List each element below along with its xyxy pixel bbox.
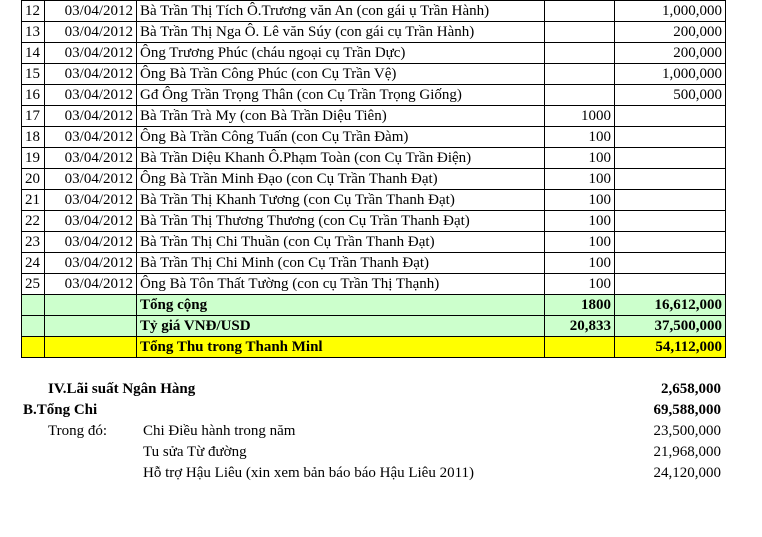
total-usd: 1800: [545, 295, 615, 316]
row-usd-amount: 100: [545, 232, 615, 253]
contribution-table: [21, 0, 726, 358]
row-number: 12: [22, 1, 45, 22]
row-description: Ông Bà Trần Công Phúc (con Cụ Trần Vệ): [137, 64, 545, 85]
row-date: 03/04/2012: [45, 1, 137, 22]
row-usd-amount: 100: [545, 253, 615, 274]
grand-total-row: [22, 337, 726, 358]
row-usd-amount: [545, 85, 615, 106]
expense-label: B.Tổng Chi: [23, 402, 98, 418]
row-usd-amount: 100: [545, 211, 615, 232]
row-number: 13: [22, 22, 45, 43]
table-row: [22, 211, 726, 232]
row-usd-amount: 1000: [545, 106, 615, 127]
row-date: 03/04/2012: [45, 232, 137, 253]
row-usd-amount: 100: [545, 274, 615, 295]
row-vnd-amount: [615, 106, 726, 127]
interest-amount: 2,658,000: [661, 381, 721, 397]
table-row: [22, 253, 726, 274]
row-description: Bà Trần Thị Tích Ô.Trương văn An (con gái ụ Trần Hành): [137, 1, 545, 22]
row-number: 23: [22, 232, 45, 253]
row-vnd-amount: [615, 211, 726, 232]
table-row: [22, 43, 726, 64]
table-row: [22, 127, 726, 148]
blank-cell: [45, 337, 137, 358]
row-description: Ông Bà Tôn Thất Tường (con cụ Trần Thị Thạnh): [137, 274, 545, 295]
row-vnd-amount: 1,000,000: [615, 1, 726, 22]
table-row: [22, 169, 726, 190]
row-description: Ông Bà Trần Minh Đạo (con Cụ Trần Thanh Đạt): [137, 169, 545, 190]
row-number: 20: [22, 169, 45, 190]
row-description: Ông Bà Trần Công Tuấn (con Cụ Trần Đàm): [137, 127, 545, 148]
table-row: [22, 1, 726, 22]
table-row: [22, 106, 726, 127]
row-description: Ông Trương Phúc (cháu ngoại cụ Trần Dực): [137, 43, 545, 64]
total-label: Tổng cộng: [137, 295, 545, 316]
blank-cell: [45, 295, 137, 316]
row-number: 17: [22, 106, 45, 127]
row-date: 03/04/2012: [45, 43, 137, 64]
row-number: 14: [22, 43, 45, 64]
row-number: 19: [22, 148, 45, 169]
table-row: [22, 274, 726, 295]
row-description: Gđ Ông Trần Trọng Thân (con Cụ Trần Trọng Giống): [137, 85, 545, 106]
exchange-rate-label: Tỷ giá VNĐ/USD: [137, 316, 545, 337]
blank-cell: [22, 295, 45, 316]
row-usd-amount: [545, 22, 615, 43]
row-date: 03/04/2012: [45, 190, 137, 211]
expense-amount: 69,588,000: [653, 402, 721, 418]
row-number: 16: [22, 85, 45, 106]
row-usd-amount: 100: [545, 190, 615, 211]
row-usd-amount: [545, 1, 615, 22]
row-vnd-amount: 1,000,000: [615, 64, 726, 85]
blank-cell: [22, 337, 45, 358]
row-number: 21: [22, 190, 45, 211]
row-number: 18: [22, 127, 45, 148]
row-description: Bà Trần Thị Chi Thuần (con Cụ Trần Thanh Đạt): [137, 232, 545, 253]
row-usd-amount: 100: [545, 127, 615, 148]
total-row: [22, 295, 726, 316]
row-number: 25: [22, 274, 45, 295]
row-vnd-amount: [615, 253, 726, 274]
row-vnd-amount: 200,000: [615, 43, 726, 64]
row-number: 22: [22, 211, 45, 232]
row-date: 03/04/2012: [45, 274, 137, 295]
row-vnd-amount: [615, 274, 726, 295]
row-date: 03/04/2012: [45, 253, 137, 274]
grand-total-vnd: 54,112,000: [615, 337, 726, 358]
exchange-rate-value: 20,833: [545, 316, 615, 337]
table-row: [22, 22, 726, 43]
row-date: 03/04/2012: [45, 106, 137, 127]
table-row: [22, 148, 726, 169]
expense-item-label: Hỗ trợ Hậu Liêu (xin xem bản báo báo Hậu Liêu 2011): [143, 465, 475, 481]
row-vnd-amount: [615, 127, 726, 148]
blank-cell: [45, 316, 137, 337]
row-date: 03/04/2012: [45, 85, 137, 106]
row-date: 03/04/2012: [45, 22, 137, 43]
row-usd-amount: [545, 64, 615, 85]
row-description: Bà Trần Diệu Khanh Ô.Phạm Toàn (con Cụ Trần Điện): [137, 148, 545, 169]
row-date: 03/04/2012: [45, 211, 137, 232]
blank-cell: [22, 316, 45, 337]
row-usd-amount: [545, 43, 615, 64]
row-number: 15: [22, 64, 45, 85]
expense-item-amount: 24,120,000: [653, 465, 721, 481]
exchange-rate-vnd: 37,500,000: [615, 316, 726, 337]
contribution-table-body: [22, 1, 726, 358]
row-date: 03/04/2012: [45, 169, 137, 190]
row-vnd-amount: [615, 232, 726, 253]
row-date: 03/04/2012: [45, 148, 137, 169]
expense-item-label: Tu sửa Từ đường: [143, 444, 247, 460]
row-number: 24: [22, 253, 45, 274]
row-usd-amount: 100: [545, 148, 615, 169]
row-date: 03/04/2012: [45, 64, 137, 85]
row-description: Bà Trần Thị Thương Thương (con Cụ Trần Thanh Đạt): [137, 211, 545, 232]
expense-item-amount: 21,968,000: [653, 444, 721, 460]
grand-total-label: Tổng Thu trong Thanh Minl: [137, 337, 545, 358]
blank-cell: [545, 337, 615, 358]
total-vnd: 16,612,000: [615, 295, 726, 316]
table-row: [22, 190, 726, 211]
row-vnd-amount: [615, 190, 726, 211]
row-date: 03/04/2012: [45, 127, 137, 148]
table-row: [22, 85, 726, 106]
row-usd-amount: 100: [545, 169, 615, 190]
table-row: [22, 64, 726, 85]
row-description: Bà Trần Thị Nga Ô. Lê văn Súy (con gái cụ Trần Hành): [137, 22, 545, 43]
of-which-label: Trong đó:: [48, 423, 108, 439]
row-vnd-amount: 500,000: [615, 85, 726, 106]
row-description: Bà Trần Thị Khanh Tương (con Cụ Trần Thanh Đạt): [137, 190, 545, 211]
row-vnd-amount: 200,000: [615, 22, 726, 43]
table-row: [22, 232, 726, 253]
expense-item-amount: 23,500,000: [653, 423, 721, 439]
row-vnd-amount: [615, 148, 726, 169]
row-description: Bà Trần Thị Chi Minh (con Cụ Trần Thanh Đạt): [137, 253, 545, 274]
exchange-rate-row: [22, 316, 726, 337]
expense-item-label: Chi Điều hành trong năm: [143, 423, 296, 439]
row-vnd-amount: [615, 169, 726, 190]
interest-label: IV.Lãi suất Ngân Hàng: [48, 381, 196, 397]
row-description: Bà Trần Trà My (con Bà Trần Diệu Tiên): [137, 106, 545, 127]
